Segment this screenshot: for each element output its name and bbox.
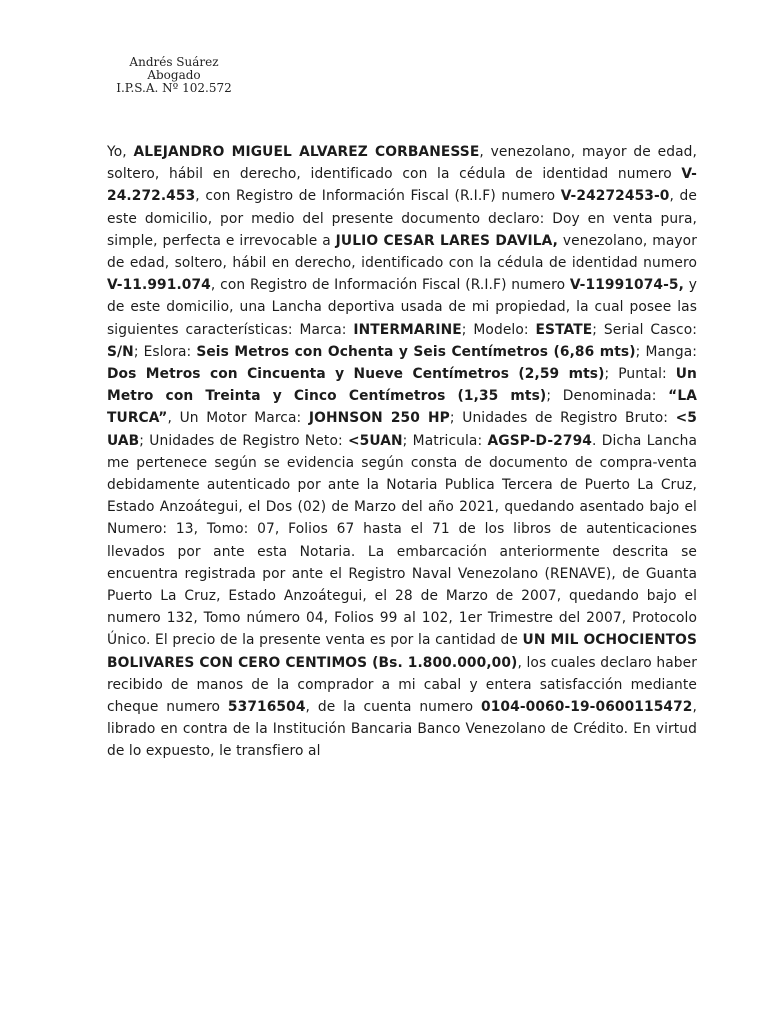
text-run: , de la cuenta numero: [305, 699, 482, 716]
bold-text-run: 53716504: [227, 699, 306, 716]
bold-text-run: Seis Metros con Ochenta y Seis Centímetros (6,86 mts): [196, 343, 636, 360]
lawyer-registration: I.P.S.A. Nº 102.572: [116, 81, 232, 95]
bold-text-run: Dos Metros con Cincuenta y Nueve Centímetros (2,59 mts): [107, 366, 605, 383]
bold-text-run: JOHNSON 250 HP: [308, 410, 450, 427]
text-run: , los cuales declaro haber recibido de manos de la comprador a mi cabal y entera satisfacción mediante cheque numero: [107, 654, 697, 716]
text-run: , de este domicilio, por medio del presente documento declaro: Doy en venta pura, simple, perfecta e irrevocable a: [107, 188, 697, 249]
text-run: , venezolano, mayor de edad, soltero, hábil en derecho, identificado con la cédula de identidad numero: [107, 144, 698, 183]
text-run: , librado en contra de la Institución Bancaria Banco Venezolano de Crédito. En virtud de lo expuesto, le transfiero al: [107, 699, 697, 760]
bold-text-run: Un Metro con Treinta y Cinco Centímetros (1,35 mts): [107, 366, 697, 405]
bold-text-run: V-24.272.453: [107, 166, 697, 205]
bold-text-run: V-11991074-5,: [569, 277, 684, 294]
text-run: ; Modelo:: [461, 321, 536, 338]
text-run: ; Eslora:: [133, 343, 197, 360]
text-run: y de este domicilio, una Lancha deportiva usada de mi propiedad, la cual posee las siguientes características: Marca:: [107, 277, 697, 338]
bold-text-run: ESTATE: [535, 321, 593, 338]
bold-text-run: JULIO CESAR LARES DAVILA,: [335, 232, 558, 249]
bold-text-run: V-11.991.074: [107, 277, 211, 294]
text-run: ; Manga:: [635, 343, 698, 360]
bold-text-run: INTERMARINE: [353, 321, 462, 338]
text-run: . Dicha Lancha me pertenece según se evidencia según consta de documento de compra-venta debidamente autenticado por ante la Notaria Publica Tercera de Puerto La Cruz, Estado Anzoátegui, el Dos (02) de Marzo del año 2021, quedando asentado bajo el Numero: 13, Tomo: 07, Folios 67 hasta el 71 de los libros de autenticaciones llevados por ante esta Notaria. La embarcación anteriormente descrita se encuentra registrada por ante el Registro Naval Venezolano (RENAVE), de Guanta Puerto La Cruz, Estado Anzoátegui, el 28 de Marzo de 2007, quedando bajo el numero 132, Tomo número 04, Folios 99 al 102, 1er Trimestre del 2007, Protocolo Único. El precio de la presente venta es por la cantidad de: [107, 432, 697, 649]
text-run: ; Unidades de Registro Neto:: [139, 432, 348, 449]
text-run: , con Registro de Información Fiscal (R.I.F) numero: [210, 277, 570, 294]
text-run: ; Serial Casco:: [592, 321, 697, 338]
document-body-paragraph: [107, 141, 697, 763]
text-run: ; Puntal:: [604, 366, 676, 383]
text-run: ; Unidades de Registro Bruto:: [449, 410, 676, 427]
bold-text-run: ALEJANDRO MIGUEL ALVAREZ CORBANESSE: [133, 144, 480, 160]
bold-text-run: <5 UAB: [107, 410, 697, 449]
bold-text-run: “LA TURCA”: [107, 388, 698, 427]
text-run: , con Registro de Información Fiscal (R.I.F) numero: [195, 188, 561, 205]
text-run: ; Denominada:: [546, 388, 669, 405]
text-run: venezolano, mayor de edad, soltero, hábil en derecho, identificado con la cédula de identidad numero: [107, 232, 697, 272]
bold-text-run: AGSP-D-2794: [487, 432, 592, 449]
bold-text-run: S/N: [107, 343, 134, 360]
text-run: , Un Motor Marca:: [167, 410, 309, 427]
bold-text-run: UN MIL OCHOCIENTOS BOLIVARES CON CERO CENTIMOS (Bs. 1.800.000,00): [107, 632, 697, 671]
bold-text-run: 0104-0060-19-0600115472: [481, 699, 693, 716]
text-run: ; Matricula:: [402, 432, 488, 449]
lawyer-profession: Abogado: [147, 68, 201, 82]
bold-text-run: <5UAN: [348, 432, 403, 449]
letterhead: [104, 56, 244, 95]
bold-text-run: V-24272453-0: [560, 188, 670, 205]
text-run: Yo,: [107, 144, 134, 160]
lawyer-name: Andrés Suárez: [129, 55, 219, 69]
